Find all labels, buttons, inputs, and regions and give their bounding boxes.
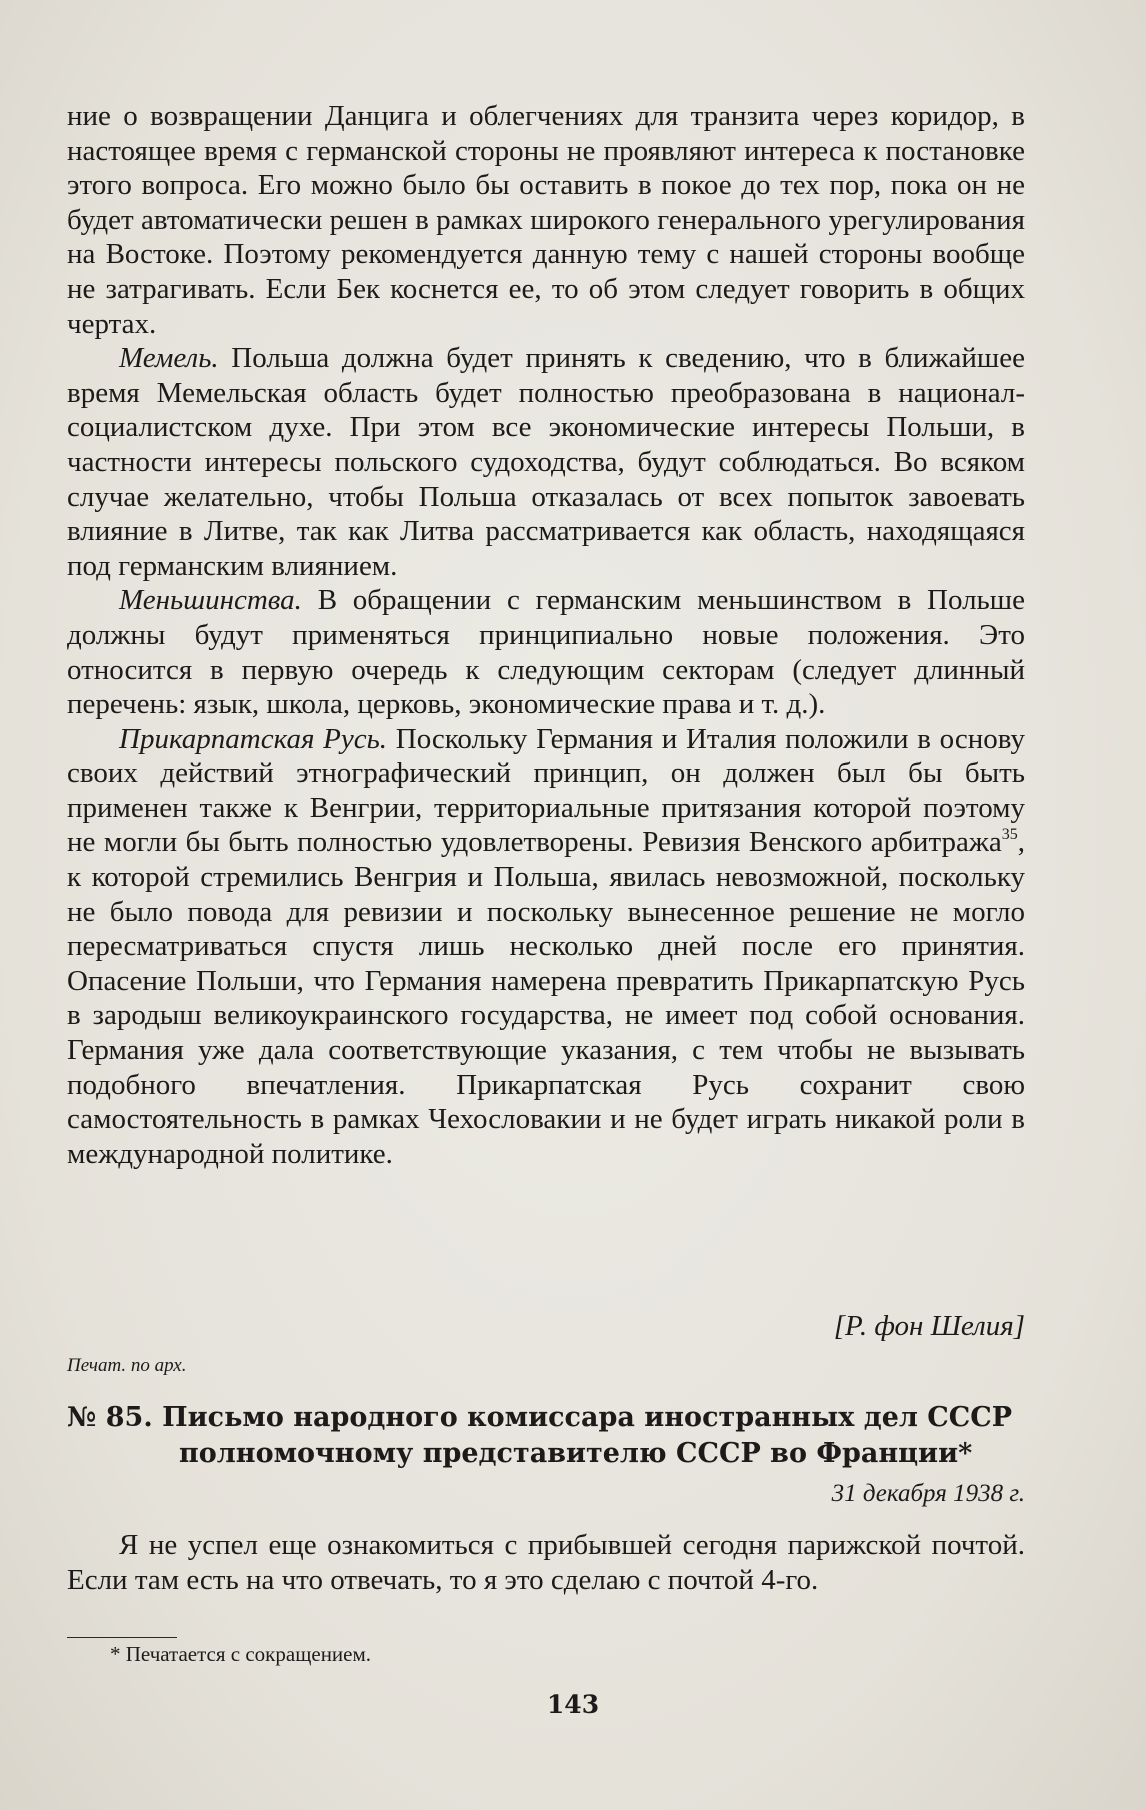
- letter-body: [67, 1528, 1025, 1597]
- footnote-divider: [67, 1637, 177, 1638]
- paragraph-minorities-text: В обращении с германским меньшинством в Польше должны будут применяться принципиально новые положения. Это относится в первую очередь к следующим секторам (следует длинный перечень: язык, школа, церковь, экономические права и т. д.).: [67, 584, 1025, 721]
- memel-heading: Мемель.: [119, 342, 219, 375]
- letter-paragraph: Я не успел еще ознакомиться с прибывшей сегодня парижской почтой. Если там есть на что отвечать, то я это сделаю с почтой 4-го.: [67, 1529, 1025, 1596]
- footnote-marker: 35: [1001, 826, 1018, 844]
- document-heading: [67, 1400, 1025, 1472]
- source-note: Печат. по арх.: [67, 1355, 187, 1376]
- signature: [Р. фон Шелия]: [833, 1310, 1025, 1342]
- paragraph-carpathian: [67, 722, 1025, 1172]
- paragraph-memel: [67, 341, 1025, 583]
- paragraph-minorities: [67, 583, 1025, 721]
- paragraph-carpathian-text-a: Поскольку Германия и Италия положили в основу своих действий этнографический принцип, он должен был бы быть применен также к Венгрии, территориальные притязания которой поэтому не могли бы быть полностью удовлетворены. Ревизия Венского арбитража: [67, 722, 1025, 859]
- footnote: * Печатается с сокращением.: [110, 1642, 372, 1666]
- minorities-heading: Меньшинства.: [119, 584, 302, 617]
- main-text: [67, 99, 1025, 1171]
- document-heading-line1: № 85. Письмо народного комиссара иностранных дел СССР: [67, 1402, 1013, 1433]
- paragraph-memel-text: Польша должна будет принять к сведению, что в ближайшее время Мемельская область будет полностью преобразована в национал-социалистском духе. При этом все экономические интересы Польши, в частности интересы польского судоходства, будут соблюдаться. Во всяком случае желательно, чтобы Польша отказалась от всех попыток завоевать влияние в Литве, так как Литва рассматривается как область, находящаяся под германским влиянием.: [67, 342, 1025, 582]
- paragraph-danzig: [67, 99, 1025, 341]
- page-number: 143: [546, 1690, 600, 1719]
- paragraph-danzig-text: ние о возвращении Данцига и облегчениях для транзита через коридор, в настоящее время с германской стороны не проявляют интереса к постановке этого вопроса. Его можно было бы оставить в покое до тех пор, пока он не будет автоматически решен в рамках широкого генерального урегулирования на Востоке. Поэтому рекомендуется данную тему с нашей стороны вообще не затрагивать. Если Бек коснется ее, то об этом следует говорить в общих чертах.: [67, 100, 1025, 340]
- document-heading-line2: полномочному представителю СССР во Франции*: [179, 1438, 973, 1469]
- paragraph-carpathian-text-b: , к которой стремились Венгрия и Польша, явилась невозможной, поскольку не было повода для ревизии и поскольку вынесенное решение не могло пересматриваться спустя лишь несколько дней после его принятия. Опасение Польши, что Германия намерена превратить Прикарпатскую Русь в зародыш великоукраинского государства, не имеет под собой основания. Германия уже дала соответствующие указания, с тем чтобы не вызывать подобного впечатления. Прикарпатская Русь сохранит свою самостоятельность в рамках Чехословакии и не будет играть никакой роли в международной политике.: [67, 826, 1025, 1170]
- carpathian-heading: Прикарпатская Русь.: [119, 722, 388, 755]
- document-date: 31 декабря 1938 г.: [831, 1480, 1025, 1507]
